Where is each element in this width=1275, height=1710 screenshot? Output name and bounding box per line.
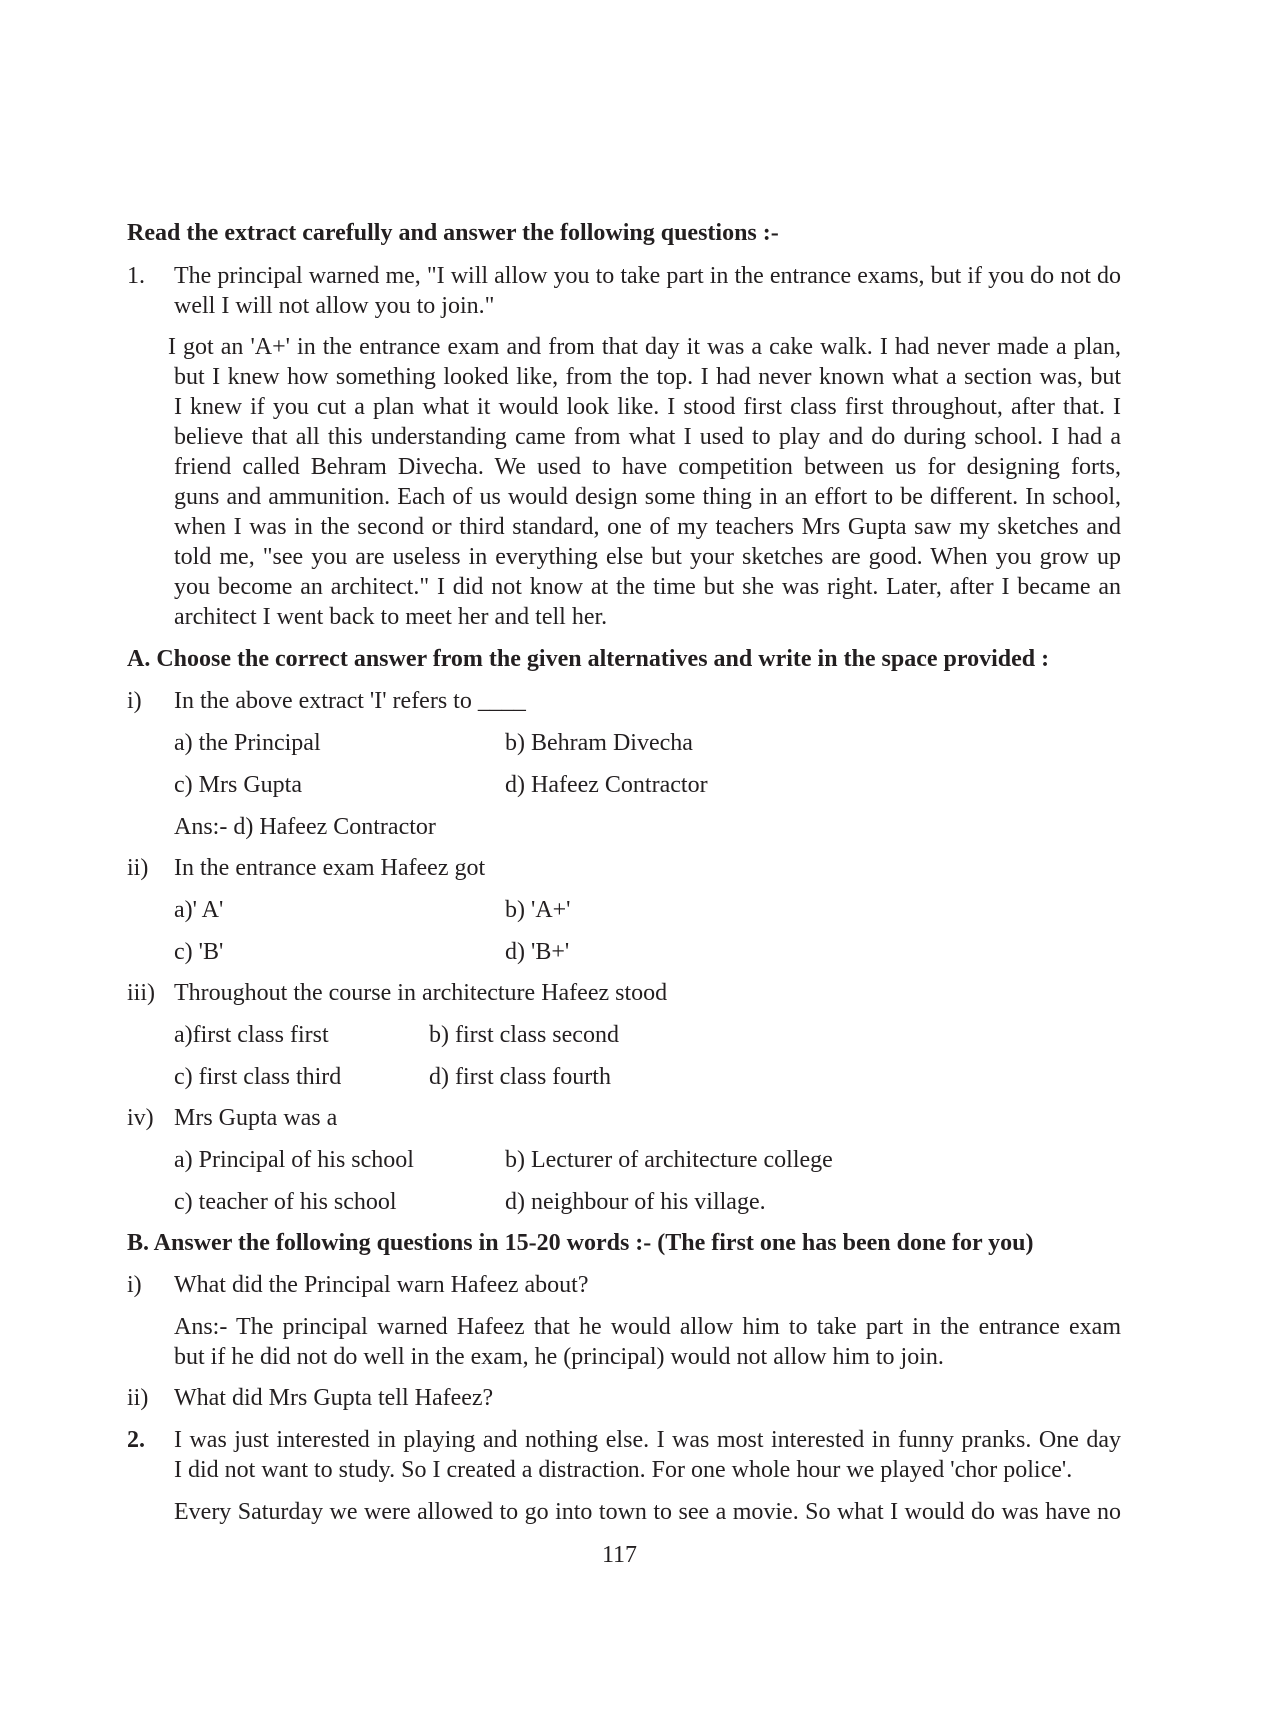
- option-a: a) Principal of his school: [174, 1147, 414, 1173]
- extract-line: I knew if you cut a plan what it would look like. I stood first class first throughout, after that. I: [174, 394, 1121, 420]
- question-a3-number: iii): [127, 980, 155, 1006]
- question-a4-text: Mrs Gupta was a: [174, 1105, 338, 1131]
- question-1-number: 1.: [127, 263, 145, 289]
- option-a: a)' A': [174, 897, 224, 923]
- answer-b1: [174, 1312, 1121, 1372]
- extract-line: when I was in the second or third standard, one of my teachers Mrs Gupta saw my sketches and: [174, 514, 1121, 540]
- extract-line: but I knew how something looked like, from the top. I had never known what a section was, but: [174, 364, 1121, 390]
- extract-line: guns and ammunition. Each of us would design some thing in an effort to be different. In school,: [174, 484, 1121, 510]
- question-b1-text: What did the Principal warn Hafeez about?: [174, 1272, 589, 1298]
- question-a4-number: iv): [127, 1105, 154, 1131]
- answer-a1: Ans:- d) Hafeez Contractor: [174, 814, 436, 840]
- question-b2-text: What did Mrs Gupta tell Hafeez?: [174, 1385, 494, 1411]
- option-c: c) first class third: [174, 1064, 342, 1090]
- answer-line: Ans:- The principal warned Hafeez that he would allow him to take part in the entrance exam: [174, 1314, 1121, 1340]
- question-a1-number: i): [127, 688, 142, 714]
- extract-passage: [168, 332, 1121, 632]
- option-c: c) Mrs Gupta: [174, 772, 302, 798]
- extract-line: you become an architect." I did not know at the time but she was right. Later, after I became an: [174, 574, 1121, 600]
- extract-line: architect I went back to meet her and tell her.: [174, 604, 608, 630]
- option-b: b) Behram Divecha: [505, 730, 693, 756]
- extract-line: told me, "see you are useless in everything else but your sketches are good. When you grow up: [174, 544, 1121, 570]
- option-c: c) 'B': [174, 939, 224, 965]
- question-b1-number: i): [127, 1272, 142, 1298]
- passage-line: I was just interested in playing and nothing else. I was most interested in funny pranks. One day: [174, 1427, 1121, 1453]
- option-d: d) 'B+': [505, 939, 570, 965]
- extract-line: I got an 'A+' in the entrance exam and from that day it was a cake walk. I had never made a plan,: [168, 334, 1121, 360]
- question-2-next-paragraph: Every Saturday we were allowed to go into town to see a movie. So what I would do was have no: [174, 1499, 1121, 1525]
- question-a3-text: Throughout the course in architecture Hafeez stood: [174, 980, 668, 1006]
- option-b: b) Lecturer of architecture college: [505, 1147, 833, 1173]
- question-b2-number: ii): [127, 1385, 149, 1411]
- page-number: 117: [601, 1542, 638, 1568]
- question-2-passage: [174, 1425, 1121, 1485]
- passage-line: I did not want to study. So I created a distraction. For one whole hour we played 'chor police'.: [174, 1457, 1073, 1483]
- option-d: d) neighbour of his village.: [505, 1189, 766, 1215]
- option-b: b) 'A+': [505, 897, 571, 923]
- option-c: c) teacher of his school: [174, 1189, 397, 1215]
- question-2-number: 2.: [127, 1427, 145, 1453]
- option-d: d) first class fourth: [429, 1064, 611, 1090]
- extract-line: believe that all this understanding came from what I used to play and do during school. I had a: [174, 424, 1121, 450]
- question-a2-text: In the entrance exam Hafeez got: [174, 855, 486, 881]
- answer-line: but if he did not do well in the exam, he (principal) would not allow him to join.: [174, 1344, 944, 1370]
- option-a: a) the Principal: [174, 730, 321, 756]
- extract-line: friend called Behram Divecha. We used to have competition between us for designing forts,: [174, 454, 1121, 480]
- question-1-lead: The principal warned me, "I will allow you to take part in the entrance exams, but if you do not do well I will not allow you to join.": [174, 263, 1121, 319]
- section-b-heading: B. Answer the following questions in 15-20 words :- (The first one has been done for you): [127, 1230, 1034, 1256]
- question-a2-number: ii): [127, 855, 149, 881]
- option-b: b) first class second: [429, 1022, 619, 1048]
- question-a1-text: In the above extract 'I' refers to ____: [174, 688, 526, 714]
- option-d: d) Hafeez Contractor: [505, 772, 708, 798]
- section-a-heading: A. Choose the correct answer from the given alternatives and write in the space provided :: [127, 646, 1050, 672]
- instructions-heading: Read the extract carefully and answer the following questions :-: [127, 220, 779, 246]
- option-a: a)first class first: [174, 1022, 329, 1048]
